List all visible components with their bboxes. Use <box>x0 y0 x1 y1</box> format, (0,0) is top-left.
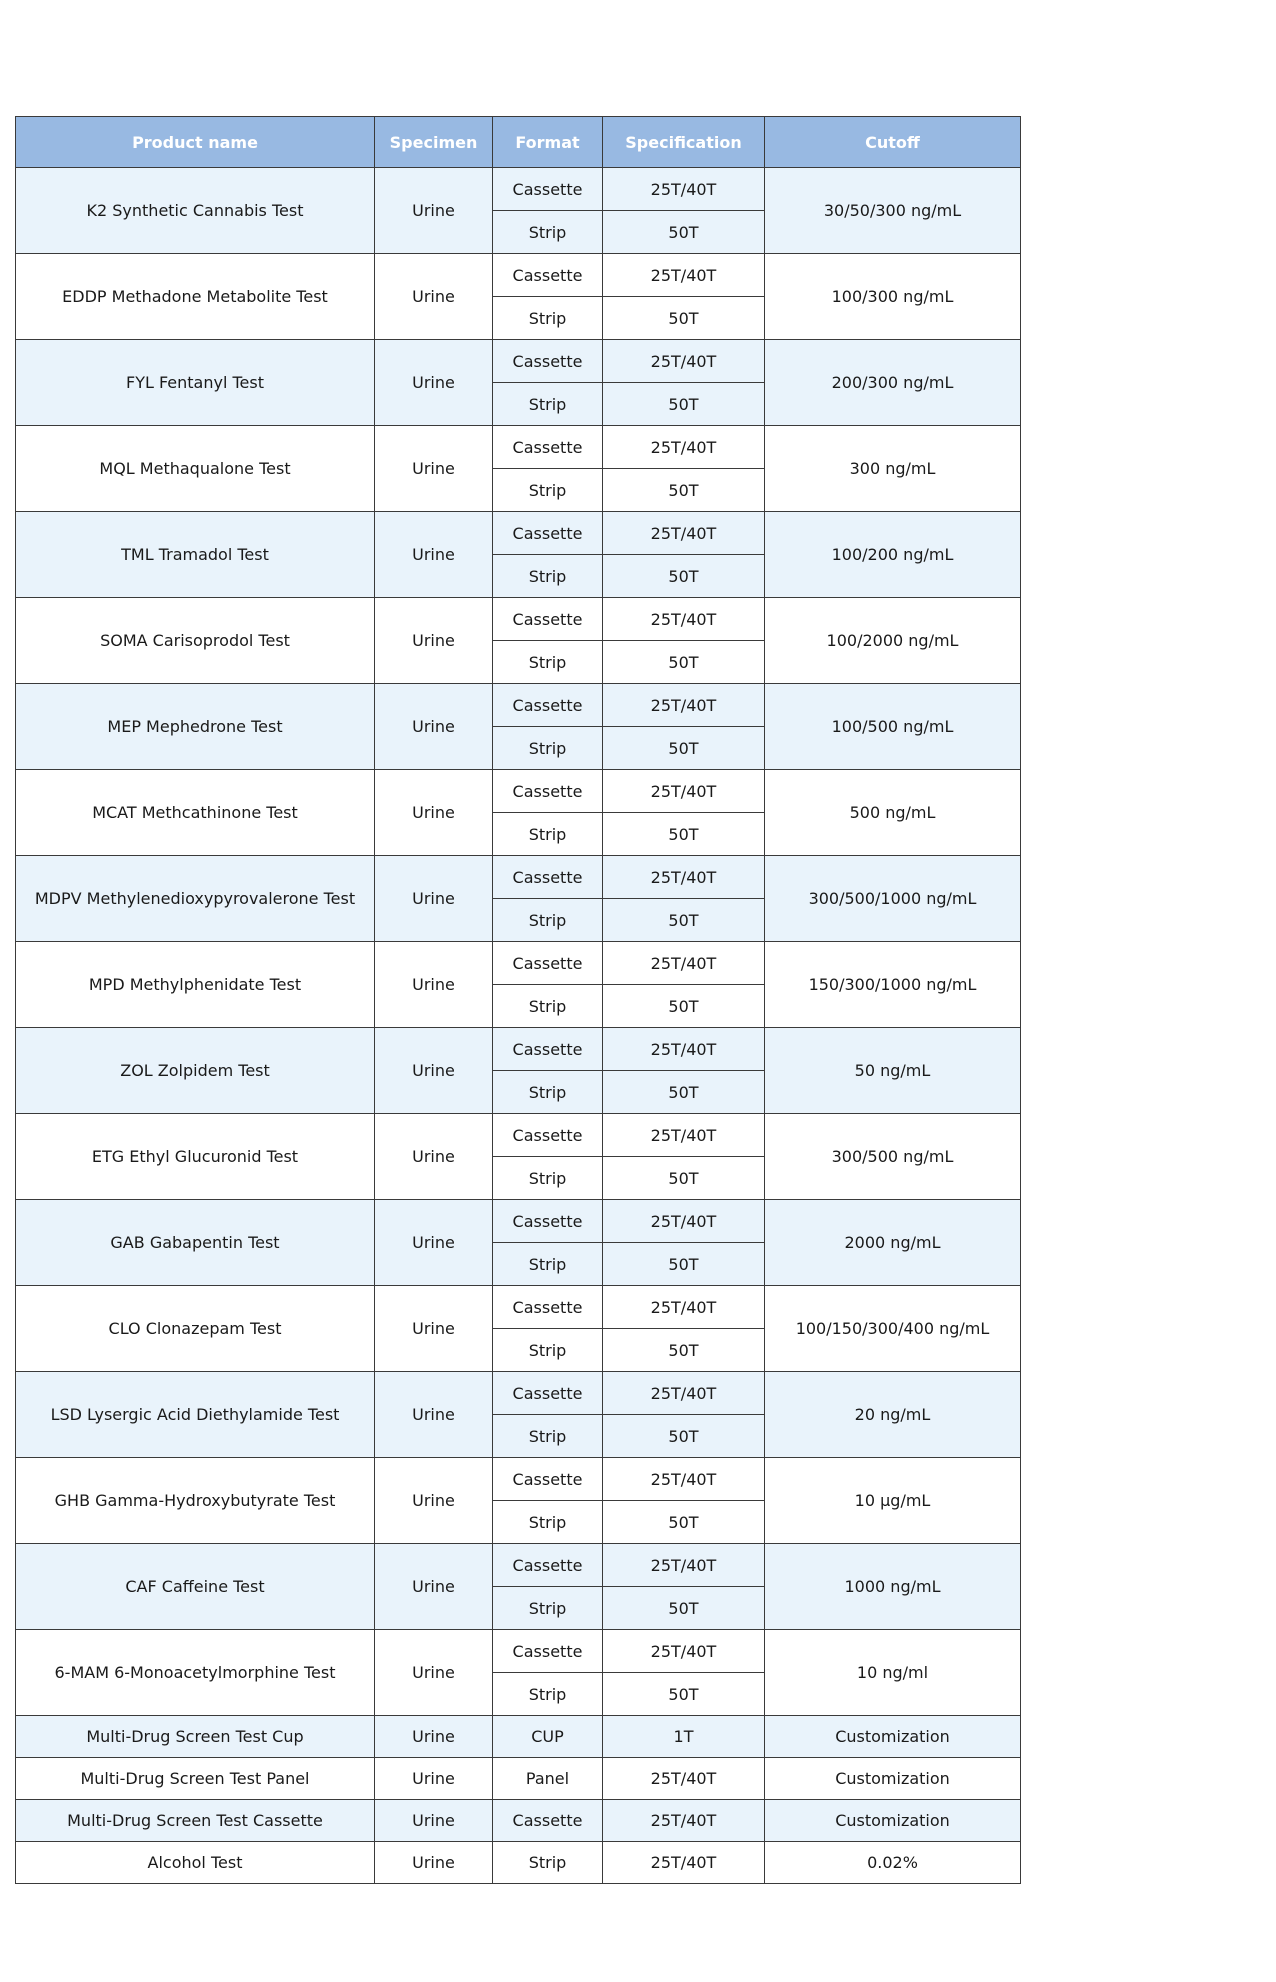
specification-cell: 50T <box>603 641 765 684</box>
table-row <box>16 1758 1021 1800</box>
format-cell: Cassette <box>493 1114 603 1157</box>
product-name-cell: MDPV Methylenedioxypyrovalerone Test <box>16 856 375 942</box>
specification-cell: 25T/40T <box>603 1200 765 1243</box>
specification-cell: 25T/40T <box>603 512 765 555</box>
product-group <box>16 1200 1021 1286</box>
header-format: Format <box>493 117 603 168</box>
cutoff-cell: 100/300 ng/mL <box>765 254 1021 340</box>
specification-cell: 50T <box>603 727 765 770</box>
product-group <box>16 1286 1021 1372</box>
specification-cell: 25T/40T <box>603 1800 765 1842</box>
table-row <box>16 426 1021 469</box>
cutoff-cell: Customization <box>765 1758 1021 1800</box>
product-group <box>16 856 1021 942</box>
format-cell: Cassette <box>493 1630 603 1673</box>
specimen-cell: Urine <box>375 340 493 426</box>
format-cell: Strip <box>493 1157 603 1200</box>
format-cell: Strip <box>493 383 603 426</box>
cutoff-cell: 100/2000 ng/mL <box>765 598 1021 684</box>
cutoff-cell: 10 ng/ml <box>765 1630 1021 1716</box>
format-cell: Cassette <box>493 340 603 383</box>
cutoff-cell: 500 ng/mL <box>765 770 1021 856</box>
cutoff-cell: 300/500 ng/mL <box>765 1114 1021 1200</box>
specification-cell: 50T <box>603 555 765 598</box>
format-cell: Cassette <box>493 1028 603 1071</box>
product-group <box>16 426 1021 512</box>
specification-cell: 50T <box>603 1501 765 1544</box>
specimen-cell: Urine <box>375 1372 493 1458</box>
specimen-cell: Urine <box>375 684 493 770</box>
product-group <box>16 1630 1021 1716</box>
cutoff-cell: 150/300/1000 ng/mL <box>765 942 1021 1028</box>
format-cell: Cassette <box>493 856 603 899</box>
specification-cell: 50T <box>603 813 765 856</box>
product-group <box>16 1842 1021 1884</box>
product-name-cell: ZOL Zolpidem Test <box>16 1028 375 1114</box>
cutoff-cell: 30/50/300 ng/mL <box>765 168 1021 254</box>
product-name-cell: Multi-Drug Screen Test Panel <box>16 1758 375 1800</box>
specification-cell: 25T/40T <box>603 340 765 383</box>
specimen-cell: Urine <box>375 1286 493 1372</box>
specimen-cell: Urine <box>375 1800 493 1842</box>
product-name-cell: Multi-Drug Screen Test Cup <box>16 1716 375 1758</box>
product-group <box>16 1028 1021 1114</box>
specification-cell: 50T <box>603 899 765 942</box>
product-name-cell: Alcohol Test <box>16 1842 375 1884</box>
specification-cell: 25T/40T <box>603 1630 765 1673</box>
cutoff-cell: 300/500/1000 ng/mL <box>765 856 1021 942</box>
product-name-cell: MQL Methaqualone Test <box>16 426 375 512</box>
format-cell: Strip <box>493 1842 603 1884</box>
table-header <box>16 117 1021 168</box>
specification-cell: 50T <box>603 1157 765 1200</box>
table-row <box>16 1114 1021 1157</box>
format-cell: Strip <box>493 555 603 598</box>
specification-cell: 25T/40T <box>603 684 765 727</box>
format-cell: Strip <box>493 813 603 856</box>
specimen-cell: Urine <box>375 168 493 254</box>
product-group <box>16 340 1021 426</box>
specification-cell: 25T/40T <box>603 1028 765 1071</box>
format-cell: Strip <box>493 1501 603 1544</box>
cutoff-cell: 0.02% <box>765 1842 1021 1884</box>
product-name-cell: 6-MAM 6-Monoacetylmorphine Test <box>16 1630 375 1716</box>
table-row <box>16 1630 1021 1673</box>
specimen-cell: Urine <box>375 1458 493 1544</box>
specification-cell: 50T <box>603 469 765 512</box>
table-row <box>16 340 1021 383</box>
specification-cell: 25T/40T <box>603 1286 765 1329</box>
specification-cell: 50T <box>603 1673 765 1716</box>
format-cell: Strip <box>493 641 603 684</box>
table-row <box>16 856 1021 899</box>
table-row <box>16 1286 1021 1329</box>
specification-cell: 50T <box>603 297 765 340</box>
format-cell: Strip <box>493 469 603 512</box>
product-group <box>16 1716 1021 1758</box>
header-cutoff: Cutoff <box>765 117 1021 168</box>
specimen-cell: Urine <box>375 1114 493 1200</box>
product-name-cell: CAF Caffeine Test <box>16 1544 375 1630</box>
format-cell: Panel <box>493 1758 603 1800</box>
specification-cell: 25T/40T <box>603 598 765 641</box>
specimen-cell: Urine <box>375 254 493 340</box>
format-cell: Strip <box>493 211 603 254</box>
product-name-cell: SOMA Carisoprodol Test <box>16 598 375 684</box>
product-name-cell: EDDP Methadone Metabolite Test <box>16 254 375 340</box>
cutoff-cell: 300 ng/mL <box>765 426 1021 512</box>
table-row <box>16 1372 1021 1415</box>
product-group <box>16 168 1021 254</box>
cutoff-cell: 100/200 ng/mL <box>765 512 1021 598</box>
specimen-cell: Urine <box>375 598 493 684</box>
format-cell: Strip <box>493 1243 603 1286</box>
specification-cell: 25T/40T <box>603 426 765 469</box>
product-group <box>16 1458 1021 1544</box>
product-name-cell: GAB Gabapentin Test <box>16 1200 375 1286</box>
specimen-cell: Urine <box>375 512 493 598</box>
product-group <box>16 942 1021 1028</box>
format-cell: Cassette <box>493 1286 603 1329</box>
table-row <box>16 770 1021 813</box>
specification-cell: 25T/40T <box>603 168 765 211</box>
product-name-cell: MCAT Methcathinone Test <box>16 770 375 856</box>
product-group <box>16 254 1021 340</box>
format-cell: Cassette <box>493 1544 603 1587</box>
specification-cell: 25T/40T <box>603 1544 765 1587</box>
product-table <box>15 116 1021 1884</box>
specimen-cell: Urine <box>375 1758 493 1800</box>
format-cell: Cassette <box>493 942 603 985</box>
product-name-cell: FYL Fentanyl Test <box>16 340 375 426</box>
specimen-cell: Urine <box>375 1842 493 1884</box>
table-row <box>16 1544 1021 1587</box>
product-name-cell: GHB Gamma-Hydroxybutyrate Test <box>16 1458 375 1544</box>
format-cell: Cassette <box>493 770 603 813</box>
product-group <box>16 770 1021 856</box>
product-name-cell: CLO Clonazepam Test <box>16 1286 375 1372</box>
specimen-cell: Urine <box>375 942 493 1028</box>
specification-cell: 25T/40T <box>603 1372 765 1415</box>
format-cell: Strip <box>493 1673 603 1716</box>
specification-cell: 50T <box>603 1587 765 1630</box>
specification-cell: 50T <box>603 1329 765 1372</box>
header-specification: Specification <box>603 117 765 168</box>
specification-cell: 50T <box>603 383 765 426</box>
format-cell: Strip <box>493 297 603 340</box>
format-cell: Cassette <box>493 1372 603 1415</box>
product-name-cell: K2 Synthetic Cannabis Test <box>16 168 375 254</box>
format-cell: Strip <box>493 1071 603 1114</box>
specimen-cell: Urine <box>375 1028 493 1114</box>
specimen-cell: Urine <box>375 1200 493 1286</box>
table-row <box>16 1200 1021 1243</box>
specification-cell: 50T <box>603 1071 765 1114</box>
product-group <box>16 512 1021 598</box>
specification-cell: 50T <box>603 211 765 254</box>
specification-cell: 25T/40T <box>603 1842 765 1884</box>
table-row <box>16 598 1021 641</box>
format-cell: Cassette <box>493 684 603 727</box>
table-row <box>16 684 1021 727</box>
specimen-cell: Urine <box>375 856 493 942</box>
specification-cell: 25T/40T <box>603 1114 765 1157</box>
cutoff-cell: Customization <box>765 1716 1021 1758</box>
specimen-cell: Urine <box>375 1544 493 1630</box>
specimen-cell: Urine <box>375 426 493 512</box>
table-row <box>16 168 1021 211</box>
cutoff-cell: 100/500 ng/mL <box>765 684 1021 770</box>
specimen-cell: Urine <box>375 1716 493 1758</box>
specification-cell: 25T/40T <box>603 254 765 297</box>
product-group <box>16 1758 1021 1800</box>
format-cell: CUP <box>493 1716 603 1758</box>
product-group <box>16 1114 1021 1200</box>
format-cell: Cassette <box>493 512 603 555</box>
header-specimen: Specimen <box>375 117 493 168</box>
cutoff-cell: 50 ng/mL <box>765 1028 1021 1114</box>
product-name-cell: MEP Mephedrone Test <box>16 684 375 770</box>
header-row <box>16 117 1021 168</box>
product-name-cell: TML Tramadol Test <box>16 512 375 598</box>
product-group <box>16 1372 1021 1458</box>
format-cell: Strip <box>493 727 603 770</box>
format-cell: Cassette <box>493 254 603 297</box>
specification-cell: 50T <box>603 1243 765 1286</box>
specification-cell: 25T/40T <box>603 942 765 985</box>
format-cell: Cassette <box>493 1800 603 1842</box>
product-group <box>16 1800 1021 1842</box>
specification-cell: 25T/40T <box>603 770 765 813</box>
specification-cell: 1T <box>603 1716 765 1758</box>
table-row <box>16 1716 1021 1758</box>
product-name-cell: ETG Ethyl Glucuronid Test <box>16 1114 375 1200</box>
format-cell: Cassette <box>493 1200 603 1243</box>
product-group <box>16 1544 1021 1630</box>
product-name-cell: Multi-Drug Screen Test Cassette <box>16 1800 375 1842</box>
specification-cell: 25T/40T <box>603 1758 765 1800</box>
format-cell: Cassette <box>493 426 603 469</box>
format-cell: Cassette <box>493 598 603 641</box>
table-row <box>16 1028 1021 1071</box>
specification-cell: 25T/40T <box>603 1458 765 1501</box>
cutoff-cell: Customization <box>765 1800 1021 1842</box>
cutoff-cell: 2000 ng/mL <box>765 1200 1021 1286</box>
cutoff-cell: 10 μg/mL <box>765 1458 1021 1544</box>
format-cell: Strip <box>493 985 603 1028</box>
format-cell: Strip <box>493 899 603 942</box>
format-cell: Cassette <box>493 168 603 211</box>
table-row <box>16 942 1021 985</box>
format-cell: Strip <box>493 1415 603 1458</box>
specimen-cell: Urine <box>375 770 493 856</box>
specification-cell: 50T <box>603 1415 765 1458</box>
table-row <box>16 512 1021 555</box>
table-row <box>16 1800 1021 1842</box>
product-name-cell: LSD Lysergic Acid Diethylamide Test <box>16 1372 375 1458</box>
table-row <box>16 254 1021 297</box>
product-name-cell: MPD Methylphenidate Test <box>16 942 375 1028</box>
specification-cell: 25T/40T <box>603 856 765 899</box>
specimen-cell: Urine <box>375 1630 493 1716</box>
cutoff-cell: 1000 ng/mL <box>765 1544 1021 1630</box>
product-group <box>16 684 1021 770</box>
format-cell: Strip <box>493 1587 603 1630</box>
specification-cell: 50T <box>603 985 765 1028</box>
table-row <box>16 1458 1021 1501</box>
header-product-name: Product name <box>16 117 375 168</box>
cutoff-cell: 100/150/300/400 ng/mL <box>765 1286 1021 1372</box>
cutoff-cell: 200/300 ng/mL <box>765 340 1021 426</box>
cutoff-cell: 20 ng/mL <box>765 1372 1021 1458</box>
format-cell: Strip <box>493 1329 603 1372</box>
format-cell: Cassette <box>493 1458 603 1501</box>
product-group <box>16 598 1021 684</box>
table-row <box>16 1842 1021 1884</box>
